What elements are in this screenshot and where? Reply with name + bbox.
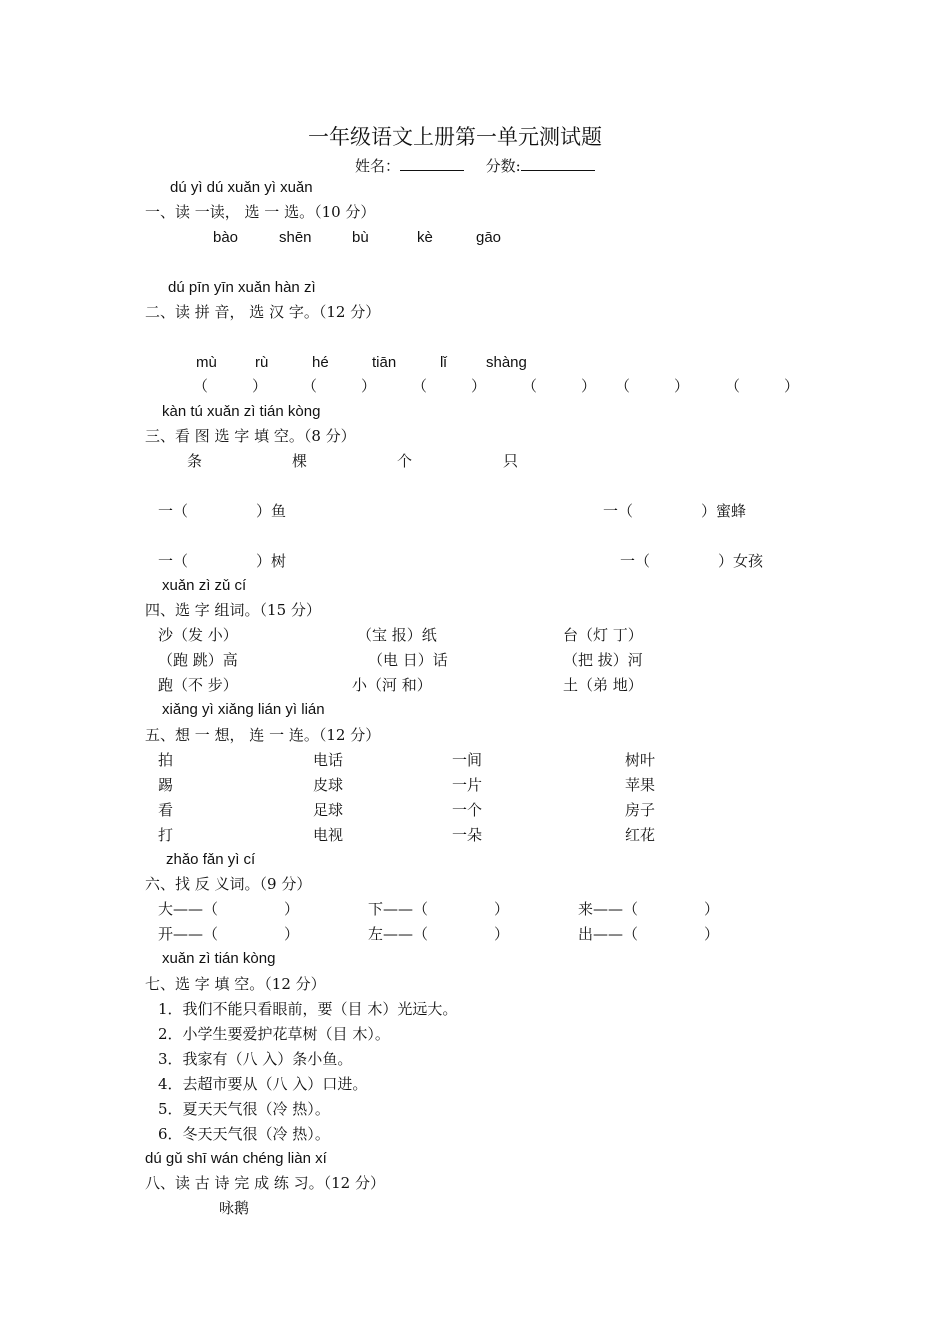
answer-paren[interactable]: （ ）	[522, 377, 597, 395]
section2-item: shànɡ	[486, 354, 527, 371]
sentence-item[interactable]: 3．我家有（八 入）条小鱼。	[158, 1050, 353, 1068]
poem-title: 咏鹅	[219, 1199, 250, 1217]
match-verb[interactable]: 看	[158, 801, 174, 819]
answer-paren[interactable]: （ ）	[412, 377, 487, 395]
antonym-blank[interactable]: 开——（ ）	[158, 925, 300, 943]
word-choice[interactable]: 小（河 和）	[352, 676, 432, 694]
section1-pinyin: dú yì dú xuǎn yì xuǎn	[170, 179, 313, 196]
section6-heading: 六、找 反 义词。（9 分）	[145, 875, 312, 893]
section4-heading: 四、选 字 组词。（15 分）	[145, 601, 321, 619]
match-measure[interactable]: 一个	[452, 801, 483, 819]
section2-item: mù	[196, 354, 217, 371]
fill-blank-girl[interactable]: 一（ ）女孩	[620, 552, 764, 570]
match-verb[interactable]: 打	[158, 826, 174, 844]
answer-paren[interactable]: （ ）	[302, 377, 377, 395]
match-noun[interactable]: 苹果	[625, 776, 656, 794]
name-label: 姓名：	[355, 157, 401, 175]
word-choice[interactable]: 沙（发 小）	[158, 626, 238, 644]
choice-word: 条	[187, 452, 203, 470]
section1-item: shēn	[279, 229, 312, 246]
word-choice[interactable]: 土（弟 地）	[563, 676, 643, 694]
match-object[interactable]: 足球	[313, 801, 344, 819]
section1-item: bào	[213, 229, 239, 246]
match-object[interactable]: 电视	[313, 826, 344, 844]
section2-item: rù	[255, 354, 269, 371]
sentence-item[interactable]: 4．去超市要从（八 入）口进。	[158, 1075, 368, 1093]
section2-item: lǐ	[440, 354, 447, 371]
section6-pinyin: zhǎo fǎn yì cí	[166, 851, 256, 868]
student-info-line	[355, 154, 595, 176]
antonym-blank[interactable]: 下——（ ）	[368, 900, 510, 918]
word-choice[interactable]: 台（灯 丁）	[563, 626, 643, 644]
section2-item: hé	[312, 354, 329, 371]
score-field[interactable]	[521, 154, 595, 171]
match-verb[interactable]: 踢	[158, 776, 174, 794]
match-verb[interactable]: 拍	[158, 751, 174, 769]
match-noun[interactable]: 红花	[625, 826, 656, 844]
sentence-item[interactable]: 1．我们不能只看眼前，要（目 木）光远大。	[158, 1000, 458, 1018]
answer-paren[interactable]: （ ）	[193, 377, 268, 395]
fill-blank-tree[interactable]: 一（ ）树	[158, 552, 287, 570]
answer-paren[interactable]: （ ）	[725, 377, 800, 395]
match-measure[interactable]: 一间	[452, 751, 483, 769]
section1-heading: 一、读 一读， 选 一 选。（10 分）	[145, 203, 376, 221]
word-choice[interactable]: （把 拔）河	[563, 651, 643, 669]
antonym-blank[interactable]: 左——（ ）	[368, 925, 510, 943]
name-field[interactable]	[400, 154, 464, 171]
choice-word: 只	[503, 452, 519, 470]
word-choice[interactable]: （电 日）话	[368, 651, 448, 669]
answer-paren[interactable]: （ ）	[615, 377, 690, 395]
choice-word: 棵	[292, 452, 308, 470]
section5-pinyin: xiǎnɡ yì xiǎnɡ lián yì lián	[162, 701, 325, 718]
sentence-item[interactable]: 2．小学生要爱护花草树（目 木）。	[158, 1025, 390, 1043]
section8-pinyin: dú ɡǔ shī wán chénɡ liàn xí	[145, 1150, 327, 1167]
antonym-blank[interactable]: 出——（ ）	[578, 925, 720, 943]
sentence-item[interactable]: 6．冬天天气很（冷 热）。	[158, 1125, 330, 1143]
section1-item: bù	[352, 229, 369, 246]
section5-heading: 五、想 一 想， 连 一 连。（12 分）	[145, 726, 381, 744]
section1-item: ɡāo	[476, 229, 502, 246]
match-noun[interactable]: 树叶	[625, 751, 656, 769]
antonym-blank[interactable]: 大——（ ）	[158, 900, 300, 918]
section2-pinyin: dú pīn yīn xuǎn hàn zì	[168, 279, 316, 296]
match-measure[interactable]: 一片	[452, 776, 483, 794]
fill-blank-bee[interactable]: 一（ ）蜜蜂	[603, 502, 747, 520]
match-object[interactable]: 电话	[313, 751, 344, 769]
page-title: 一年级语文上册第一单元测试题	[308, 125, 602, 149]
word-choice[interactable]: （跑 跳）高	[158, 651, 238, 669]
match-noun[interactable]: 房子	[625, 801, 656, 819]
section3-heading: 三、看 图 选 字 填 空。（8 分）	[145, 427, 356, 445]
section7-pinyin: xuǎn zì tián kònɡ	[162, 950, 276, 967]
section7-heading: 七、选 字 填 空。（12 分）	[145, 975, 326, 993]
section2-item: tiān	[372, 354, 397, 371]
section4-pinyin: xuǎn zì zǔ cí	[162, 577, 247, 594]
fill-blank-fish[interactable]: 一（ ）鱼	[158, 502, 287, 520]
word-choice[interactable]: （宝 报）纸	[357, 626, 437, 644]
section8-heading: 八、读 古 诗 完 成 练 习。（12 分）	[145, 1174, 385, 1192]
score-label: 分数:	[485, 157, 521, 175]
antonym-blank[interactable]: 来——（ ）	[578, 900, 720, 918]
sentence-item[interactable]: 5．夏天天气很（冷 热）。	[158, 1100, 330, 1118]
match-object[interactable]: 皮球	[313, 776, 344, 794]
section1-item: kè	[417, 229, 433, 246]
section3-pinyin: kàn tú xuǎn zì tián kònɡ	[162, 403, 321, 420]
word-choice[interactable]: 跑（不 步）	[158, 676, 238, 694]
choice-word: 个	[397, 452, 413, 470]
section2-heading: 二、读 拼 音， 选 汉 字。（12 分）	[145, 303, 381, 321]
match-measure[interactable]: 一朵	[452, 826, 483, 844]
